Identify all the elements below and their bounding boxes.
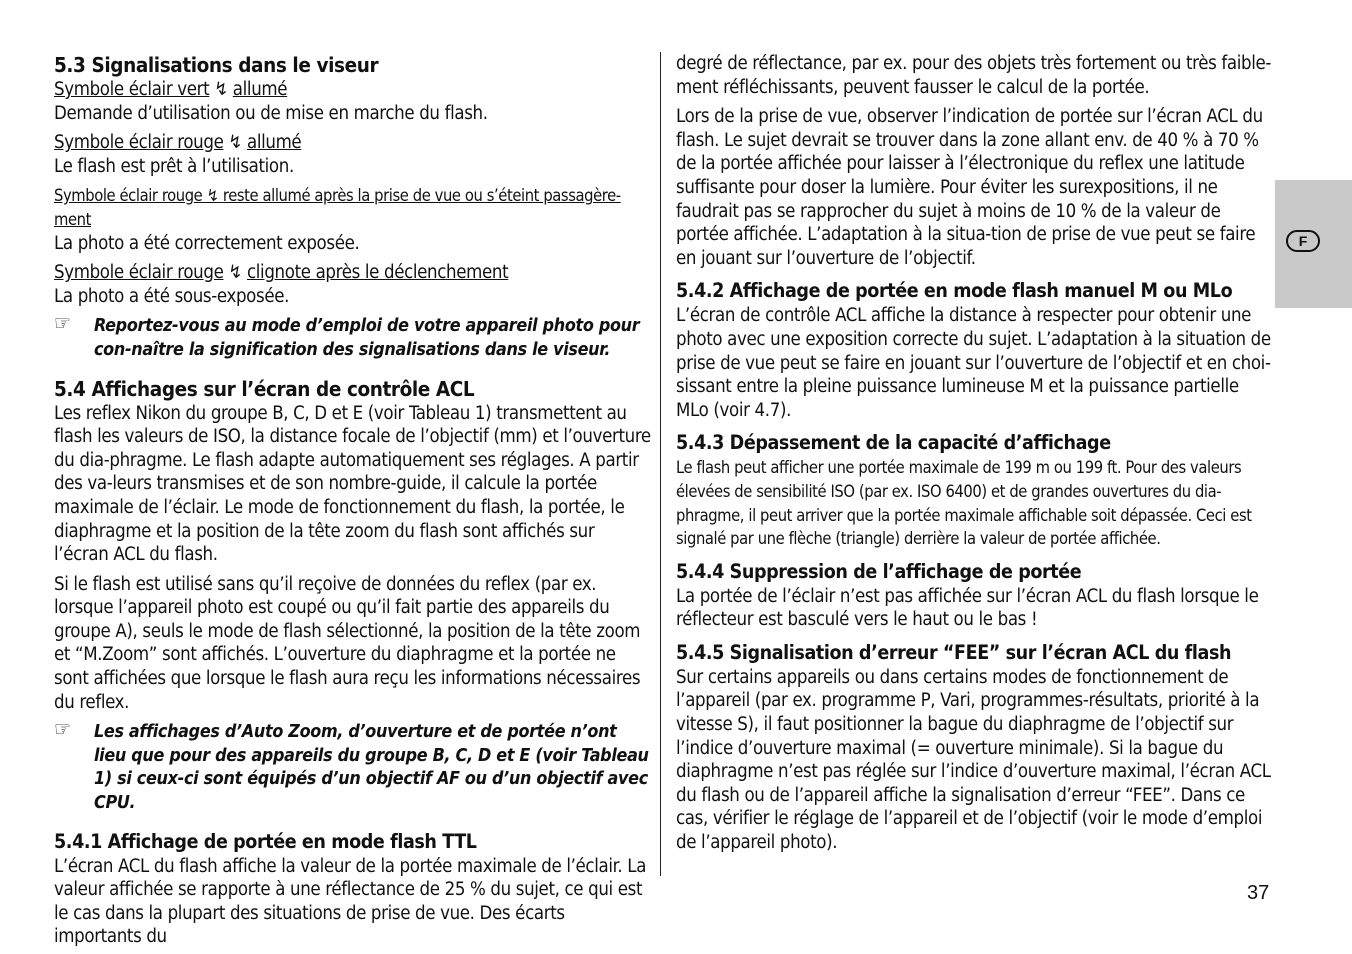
para-5-4-5: Sur certains appareils ou dans certains modes de fonctionnement de l’appareil (par ex. programme P, Vari, programmes-résultats, priorité à la vitesse S), il faut positionner la bague du diaphragme de l’objectif sur l’indice d’ouverture maximal (= ouverture minimale). Si la bague du diaphragme n’est pas réglée sur l’indice d’ouverture maximal, l’écran ACL du flash ou de l’appareil affiche la signalisation d’erreur “FEE”. Dans ce cas, vérifier le réglage de l’appareil et de l’objectif (voir le mode d’emploi de l’appareil photo).: [676, 666, 1271, 854]
signal-red-after-line: [54, 184, 652, 231]
signal-red-on-state: allumé: [246, 132, 302, 154]
page-number: 37: [1247, 882, 1270, 904]
heading-5-3: 5.3 Signalisations dans le viseur: [54, 53, 379, 77]
para-5-4-2: L’écran de contrôle ACL affiche la distance à respecter pour obtenir une photo avec une exposition correcte du sujet. L’adaptation à la situation de prise de vue peut se faire en jouant sur l’ouverture de l’objectif et en choi-sissant entre la pleine puissance lumineuse M et la puissance partielle MLo (voir 4.7).: [676, 305, 1271, 421]
column-divider: [660, 52, 661, 876]
para-5-4-1-cont: degré de réflectance, par ex. pour des objets très fortement ou très faible-ment réfléchissants, peuvent fausser le calcul de la portée.: [676, 53, 1272, 98]
pointing-hand-icon: ☞: [54, 717, 71, 742]
note-viewfinder: [54, 311, 652, 361]
para-5-4-1: L’écran ACL du flash affiche la valeur de la portée maximale de l’éclair. La valeur affichée se rapporte à une réflectance de 25 % du sujet, ce qui est le cas dans la plupart des situations de prise de vue. Des écarts importants du: [54, 855, 647, 948]
signal-green-line: [54, 78, 652, 102]
signal-red-blink-label: Symbole éclair rouge: [54, 262, 224, 284]
signal-green-label: Symbole éclair vert: [54, 79, 210, 100]
para-5-4-4: La portée de l’éclair n’est pas affichée sur l’écran ACL du flash lorsque le réflecteur est basculé vers le haut ou le bas !: [676, 585, 1259, 631]
language-tab-letter: F: [1286, 230, 1320, 252]
signal-red-blink-state: clignote après le déclenchement: [246, 262, 509, 284]
para-5-4-1-range: Lors de la prise de vue, observer l’indication de portée sur l’écran ACL du flash. Le sujet devrait se trouver dans la zone allant env. de 40 % à 70 % de la portée affichée pour laisser à l’électronique du reflex une latitude suffisante pour doser la lumière. Pour éviter les surexpositions, il ne faudrait pas se rapprocher du sujet à moins de 10 % de la valeur de portée affichée. L’adaptation à la situa-tion de prise de vue peut se faire en jouant sur l’ouverture de l’objectif.: [676, 106, 1263, 269]
signal-red-after-label: Symbole éclair rouge: [54, 186, 203, 206]
flash-icon: ↯: [214, 79, 228, 100]
heading-5-4-1: 5.4.1 Affichage de portée en mode flash TTL: [54, 829, 477, 853]
signal-red-after-desc: La photo a été correctement exposée.: [54, 232, 360, 254]
signal-red-on-line: [54, 131, 652, 155]
heading-5-4-5: 5.4.5 Signalisation d’erreur “FEE” sur l’écran ACL du flash: [676, 640, 1232, 664]
heading-5-4-4: 5.4.4 Suppression de l’affichage de portée: [676, 559, 1082, 583]
signal-red-on-label: Symbole éclair rouge: [54, 132, 224, 154]
signal-green-state: allumé: [232, 79, 288, 100]
flash-icon: ↯: [206, 186, 219, 206]
para-5-4-3: Le flash peut afficher une portée maximale de 199 m ou 199 ft. Pour des valeurs élevées de sensibilité ISO (par ex. ISO 6400) et de grandes ouvertures du dia-phragme, il peut arriver que la portée maximale affichable soit dépassée. Ceci est signalé par une flèche (triangle) derrière la valeur de portée affichée.: [676, 458, 1252, 549]
left-column: [54, 52, 652, 949]
signal-red-on-desc: Le flash est prêt à l’utilisation.: [54, 155, 294, 177]
heading-5-4-3: 5.4.3 Dépassement de la capacité d’affichage: [676, 431, 1111, 455]
para-5-4-a: Les reflex Nikon du groupe B, C, D et E (voir Tableau 1) transmettent au flash les valeurs de ISO, la distance focale de l’objectif (mm) et l’ouverture du dia-phragme. Le flash adapte automatiquement ses réglages. A partir des va-leurs transmises et de son nombre-guide, il calcule la portée maximale de l’éclair. Le mode de fonctionnement du flash, la portée, le diaphragme et la position de la tête zoom du flash sont affichés sur l’écran ACL du flash.: [54, 402, 651, 566]
note-auto-zoom: [54, 717, 652, 814]
note-viewfinder-text: Reportez-vous au mode d’emploi de votre appareil photo pour con-naître la signification des signalisations dans le viseur.: [94, 315, 640, 360]
signal-red-after-state: reste allumé après la prise de vue ou s’éteint passagère-ment: [54, 186, 621, 229]
note-auto-zoom-text: Les affichages d’Auto Zoom, d’ouverture et de portée n’ont lieu que pour des appareils du groupe B, C, D et E (voir Tableau 1) si ceux-ci sont équipés d’un objectif AF ou d’un objectif avec CPU.: [94, 721, 649, 814]
heading-5-4: 5.4 Affichages sur l’écran de contrôle ACL: [54, 376, 475, 401]
signal-red-blink-line: [54, 261, 652, 285]
heading-5-4-2: 5.4.2 Affichage de portée en mode flash manuel M ou MLo: [676, 279, 1233, 303]
signal-green-desc: Demande d’utilisation ou de mise en marche du flash.: [54, 102, 488, 124]
pointing-hand-icon: ☞: [54, 311, 71, 336]
flash-icon: ↯: [228, 132, 243, 154]
para-5-4-b: Si le flash est utilisé sans qu’il reçoive de données du reflex (par ex. lorsque l’appareil photo est coupé ou qu’il fait partie des appareils du groupe A), seuls le mode de flash sélectionné, la position de la tête zoom et “M.Zoom” sont affichés. L’ouverture du diaphragme et la portée ne sont affichées que lorsque le flash aura reçu les informations nécessaires du reflex.: [54, 573, 641, 713]
flash-icon: ↯: [228, 262, 243, 284]
right-column: [676, 52, 1276, 855]
signal-red-blink-desc: La photo a été sous-exposée.: [54, 285, 290, 307]
